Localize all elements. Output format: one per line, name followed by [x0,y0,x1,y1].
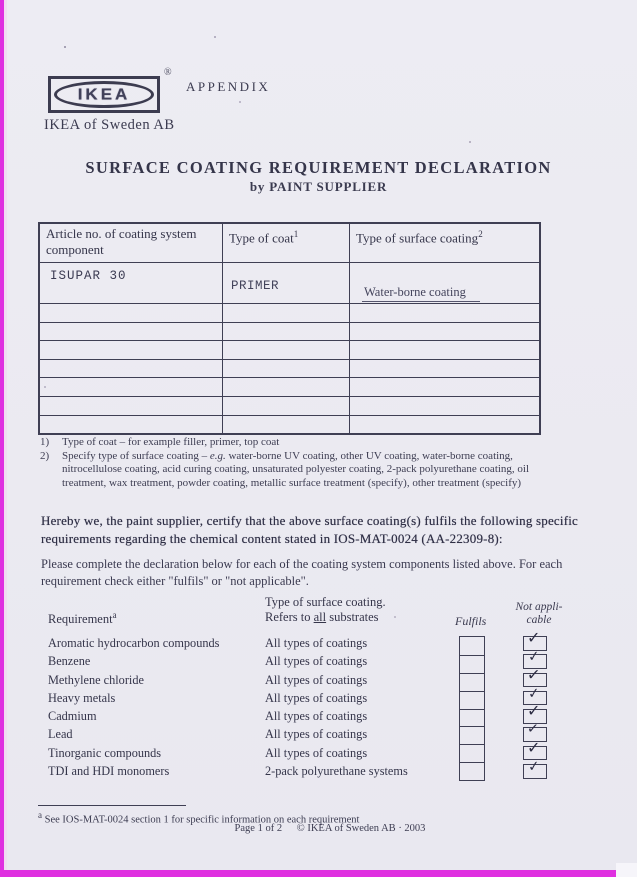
scan-edge-stripe-left-soft [4,0,7,877]
instruction-paragraph: Please complete the declaration below for each of the coating system components listed above. For each requirement check either "fulfils" or "not applicable". [41,557,563,588]
scan-edge-stripe-bottom [0,870,616,877]
footnote-ref-1: 1 [293,229,299,239]
page-footnote: $^a$ See IOS-MAT-0024 section 1 for specific information on each requirement [38,810,360,826]
cell-article-no[interactable] [40,263,223,303]
ikea-logo-text: IKEA [77,85,131,103]
scan-corner-highlight [616,863,637,877]
page-number: Page 1 of 2 [234,823,283,834]
requirement-name: Heavy metals [48,690,116,705]
company-name: IKEA of Sweden AB [44,117,175,133]
footnote-marker: a [38,810,42,820]
fulfils-column-header: Fulfils [455,614,487,628]
check-icon: ✓ [527,701,541,721]
not-applicable-checkbox-column [523,628,549,781]
header-type-of-surface-coating: Type of surface coating$^2$ [356,229,483,246]
requirement-scope: 2-pack polyurethane systems [265,764,408,779]
underlined-all: all [313,610,327,624]
requirement-name: TDI and HDI monomers [48,764,170,779]
requirement-scope: All types of coatings [265,654,368,669]
check-icon: ✓ [527,758,541,776]
footnote-1: 1) Type of coat – for example filler, primer, top coat [40,436,280,448]
footnote-ref-a: a [112,610,117,620]
table-footnotes [40,436,560,490]
coating-table-empty-row [40,360,539,379]
cell-surface-coating[interactable] [350,263,537,303]
coating-table-empty-row [40,416,539,434]
document-subtitle: by PAINT SUPPLIER [249,179,388,194]
requirement-name: Cadmium [48,709,97,724]
ikea-logo-ellipse [54,81,154,108]
requirement-scope: All types of coatings [265,727,368,742]
check-icon: ✓ [526,721,540,738]
requirement-name: Methylene chloride [48,672,144,687]
header-type-of-coat: Type of coat$^1$ [223,224,350,262]
requirement-scope: All types of coatings [265,636,368,650]
article-no-value: ISUPAR 30 [50,269,127,283]
fulfils-checkbox[interactable] [460,709,484,727]
coating-table-empty-row [40,304,539,323]
coating-table-empty-row [40,341,539,360]
surface-coating-value: Water-borne coating [362,285,480,302]
fulfils-checkbox-column [459,636,485,781]
certification-paragraph: Hereby we, the paint supplier, certify that the above surface coating(s) fulfils the following specific requirements regarding the chemical content stated in IOS-MAT-0024 (AA-22309-8): [41,513,579,546]
fulfils-checkbox[interactable] [460,762,484,780]
appendix-label: APPENDIX [186,79,271,94]
check-icon: ✓ [527,648,541,666]
coating-system-table [38,222,541,435]
fulfils-checkbox[interactable] [460,726,484,744]
scan-speckles [64,46,66,48]
fulfils-checkbox[interactable] [460,744,484,762]
coating-table-empty-row [40,378,539,397]
ikea-logo [48,76,160,113]
fulfils-checkbox[interactable] [460,691,484,709]
header-article-no: Article no. of coating system component [40,224,223,262]
requirement-scope: All types of coatings [265,709,368,724]
requirement-scope: All types of coatings [265,690,368,705]
scope-column-header: Type of surface coating. Refers to all substrates [265,595,386,624]
requirement-name: Benzene [48,654,91,669]
requirement-scope: All types of coatings [265,672,368,687]
footnote-2: 2) Specify type of surface coating – e.g. water-borne UV coating, other UV coating, water-borne coating, nitrocellulose coating, acid curing coating, unsaturated polyester coating, 2-pack polyurethane coating, oil treatment, wax treatment, powder coating, metallic surface treatment (specify), other treatment (specify) [40,449,530,489]
page-footer [150,823,510,834]
not-applicable-column-header: Not appli- cable [515,601,563,626]
requirement-names-column [48,634,263,780]
requirement-name: Tinorganic compounds [48,745,162,760]
requirement-scopes-column [265,634,460,780]
fulfils-checkbox[interactable] [460,637,484,655]
footnote-ref-2: 2 [478,229,483,239]
fulfils-checkbox[interactable] [460,673,484,691]
check-icon: ✓ [527,737,541,757]
check-icon: ✓ [527,628,541,647]
footnote-separator-rule [38,805,186,806]
check-icon: ✓ [526,664,542,685]
requirements-column-header: Requirement$^a$ [48,610,117,627]
requirement-scope: All types of coatings [265,745,368,760]
copyright-notice: © IKEA of Sweden AB · 2003 [296,823,426,834]
document-title: SURFACE COATING REQUIREMENT DECLARATION [85,158,552,177]
type-of-coat-value: PRIMER [231,279,280,293]
requirement-name: Lead [48,727,73,742]
coating-table-empty-row [40,323,539,342]
fulfils-checkbox[interactable] [460,655,484,673]
cell-type-of-coat[interactable] [223,263,350,303]
requirement-name: Aromatic hydrocarbon compounds [48,636,220,650]
coating-table-header-row [40,224,539,263]
check-icon: ✓ [527,685,541,703]
coating-table-empty-row [40,397,539,416]
registered-trademark-mark: ® [164,67,172,78]
coating-table-data-row [40,263,539,304]
